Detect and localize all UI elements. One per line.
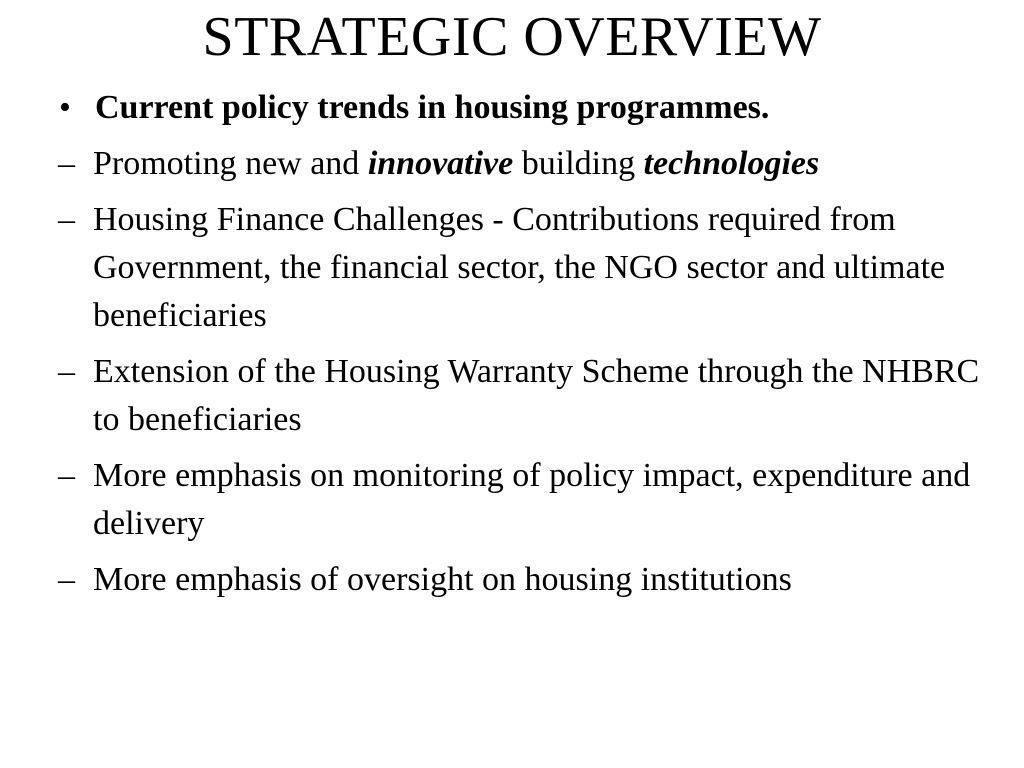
- text-segment: building: [513, 145, 644, 182]
- dash-item-oversight: [58, 556, 988, 604]
- dash-item-text: [93, 140, 988, 188]
- dash-marker: –: [58, 457, 75, 494]
- dash-item-text: More emphasis on monitoring of policy impact, expenditure and delivery: [93, 457, 971, 542]
- dash-item-technologies: [58, 140, 988, 188]
- dash-item-text: Housing Finance Challenges - Contributions required from Government, the financial sector, the NGO sector and ultimate beneficiaries: [93, 201, 946, 334]
- slide-title: STRATEGIC OVERVIEW: [202, 6, 822, 68]
- dash-marker: –: [58, 561, 75, 598]
- text-segment: Promoting new and: [93, 145, 368, 182]
- emphasis-innovative: innovative: [367, 145, 514, 182]
- dash-marker: –: [58, 353, 75, 390]
- dash-item-text: More emphasis of oversight on housing institutions: [93, 561, 792, 598]
- bullet-marker: •: [59, 89, 71, 126]
- dash-marker: –: [58, 145, 75, 182]
- dash-item-housing-finance: [58, 196, 988, 340]
- dash-item-text: Extension of the Housing Warranty Scheme through the NHBRC to beneficiaries: [93, 353, 980, 438]
- dash-marker: –: [58, 201, 75, 238]
- dash-item-warranty-scheme: [58, 348, 988, 444]
- slide-content: [58, 84, 988, 604]
- bullet-text: Current policy trends in housing programmes.: [95, 89, 770, 126]
- dash-item-monitoring: [58, 452, 988, 548]
- bullet-item: [58, 84, 988, 132]
- emphasis-technologies: technologies: [643, 145, 820, 182]
